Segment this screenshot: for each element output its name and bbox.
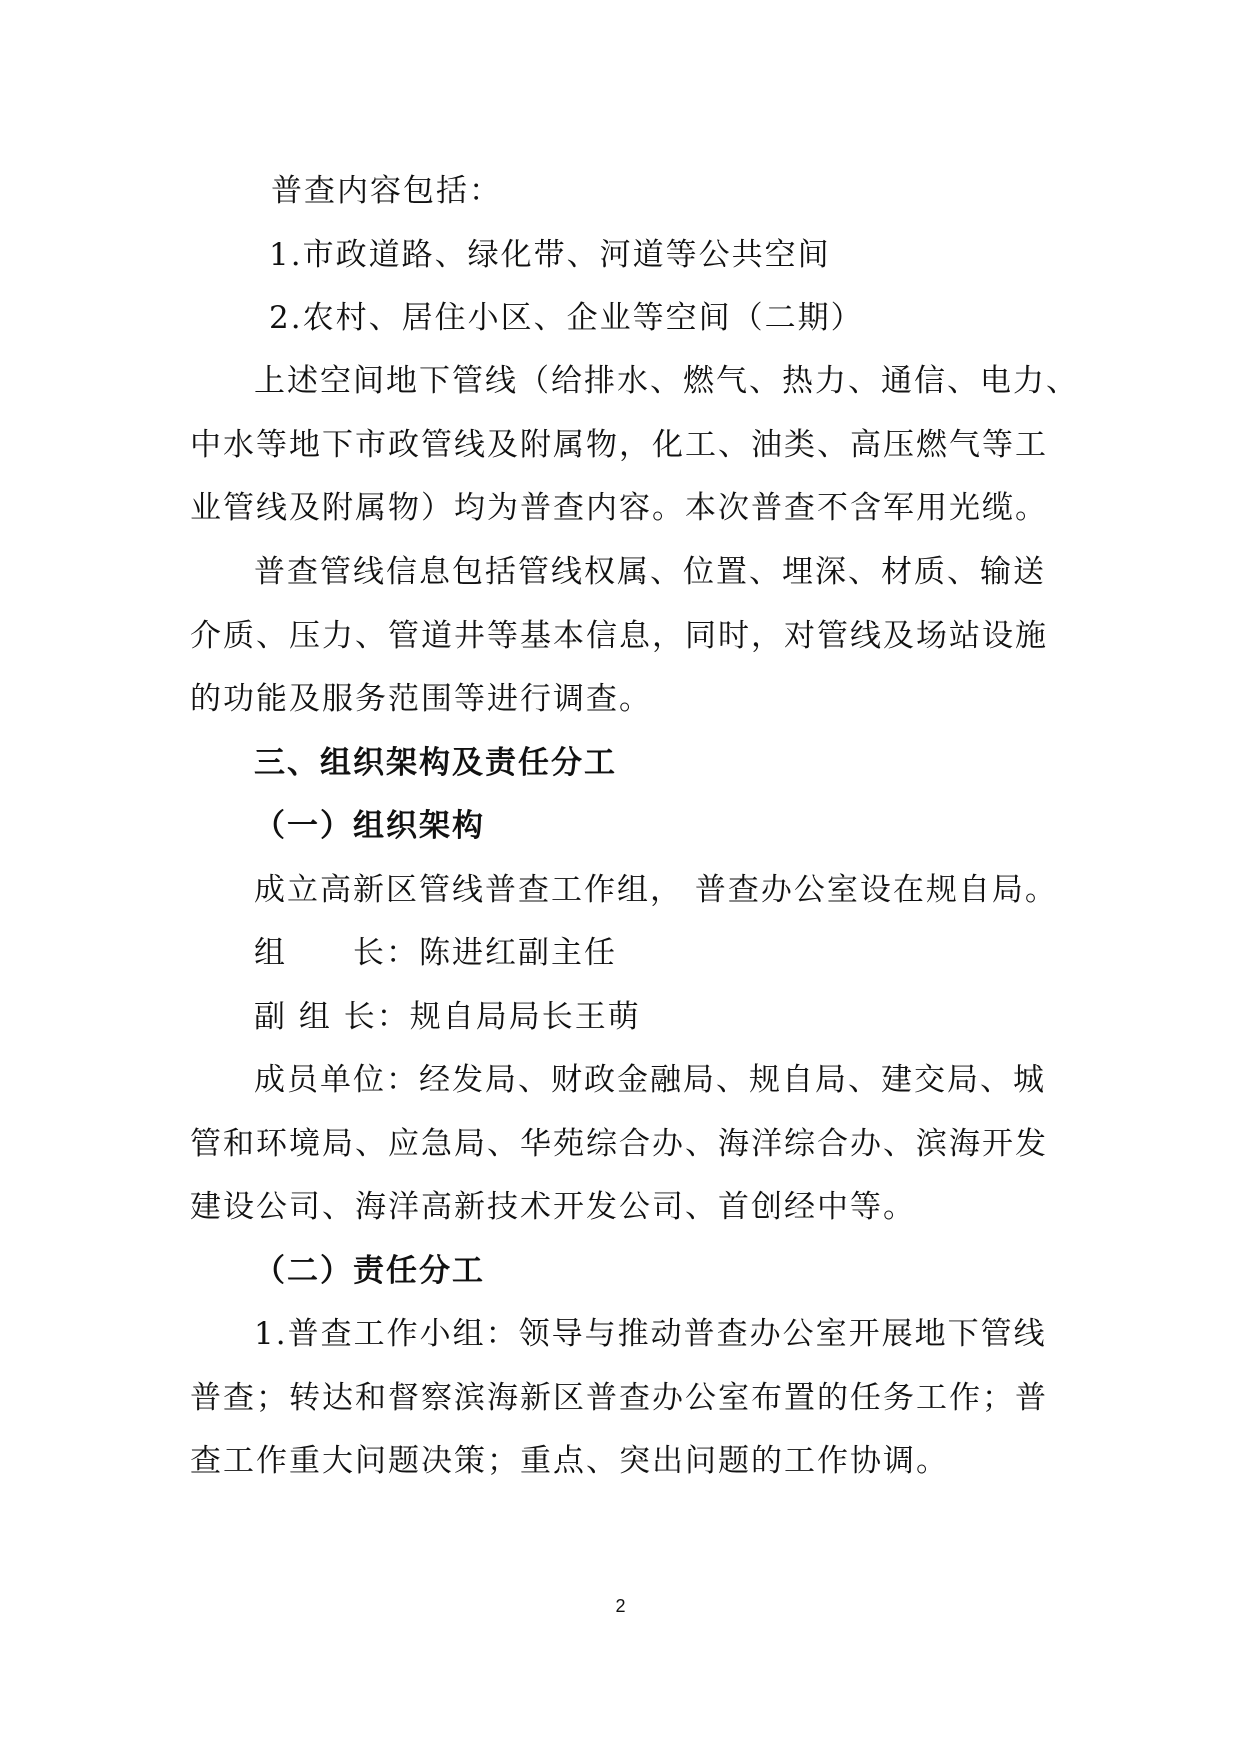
list-item-1: 1.市政道路、绿化带、河道等公共空间 [269,237,831,273]
subsection-heading: （一）组织架构 [254,808,485,844]
paragraph-line: 建设公司、海洋高新技术开发公司、首创经中等。 [190,1189,916,1225]
content-intro: 普查内容包括： [271,173,502,209]
deputy-leader-line: 副 组 长：规自局局长王萌 [254,999,641,1035]
page-number: 2 [615,1596,626,1616]
paragraph-line: 上述空间地下管线（给排水、燃气、热力、通信、电力、 [254,363,1079,399]
paragraph-line: 成员单位：经发局、财政金融局、规自局、建交局、城 [254,1062,1046,1098]
list-item-2: 2.农村、居住小区、企业等空间（二期） [269,300,864,336]
paragraph-line: 普查；转达和督察滨海新区普查办公室布置的任务工作；普 [190,1380,1048,1416]
paragraph-line: 1.普查工作小组：领导与推动普查办公室开展地下管线 [254,1316,1047,1352]
paragraph-line: 中水等地下市政管线及附属物，化工、油类、高压燃气等工 [190,427,1048,463]
leader-line: 组 长：陈进红副主任 [254,935,617,971]
section-heading: 三、组织架构及责任分工 [254,745,617,781]
paragraph-line: 成立高新区管线普查工作组， 普查办公室设在规自局。 [254,872,1058,908]
paragraph-line: 的功能及服务范围等进行调查。 [190,681,652,717]
subsection-heading: （二）责任分工 [254,1253,485,1289]
paragraph-line: 查工作重大问题决策；重点、突出问题的工作协调。 [190,1443,949,1479]
paragraph-line: 管和环境局、应急局、华苑综合办、海洋综合办、滨海开发 [190,1126,1048,1162]
paragraph-line: 业管线及附属物）均为普查内容。本次普查不含军用光缆。 [190,490,1048,526]
paragraph-line: 介质、压力、管道井等基本信息，同时，对管线及场站设施 [190,618,1048,654]
paragraph-line: 普查管线信息包括管线权属、位置、埋深、材质、输送 [254,554,1046,590]
